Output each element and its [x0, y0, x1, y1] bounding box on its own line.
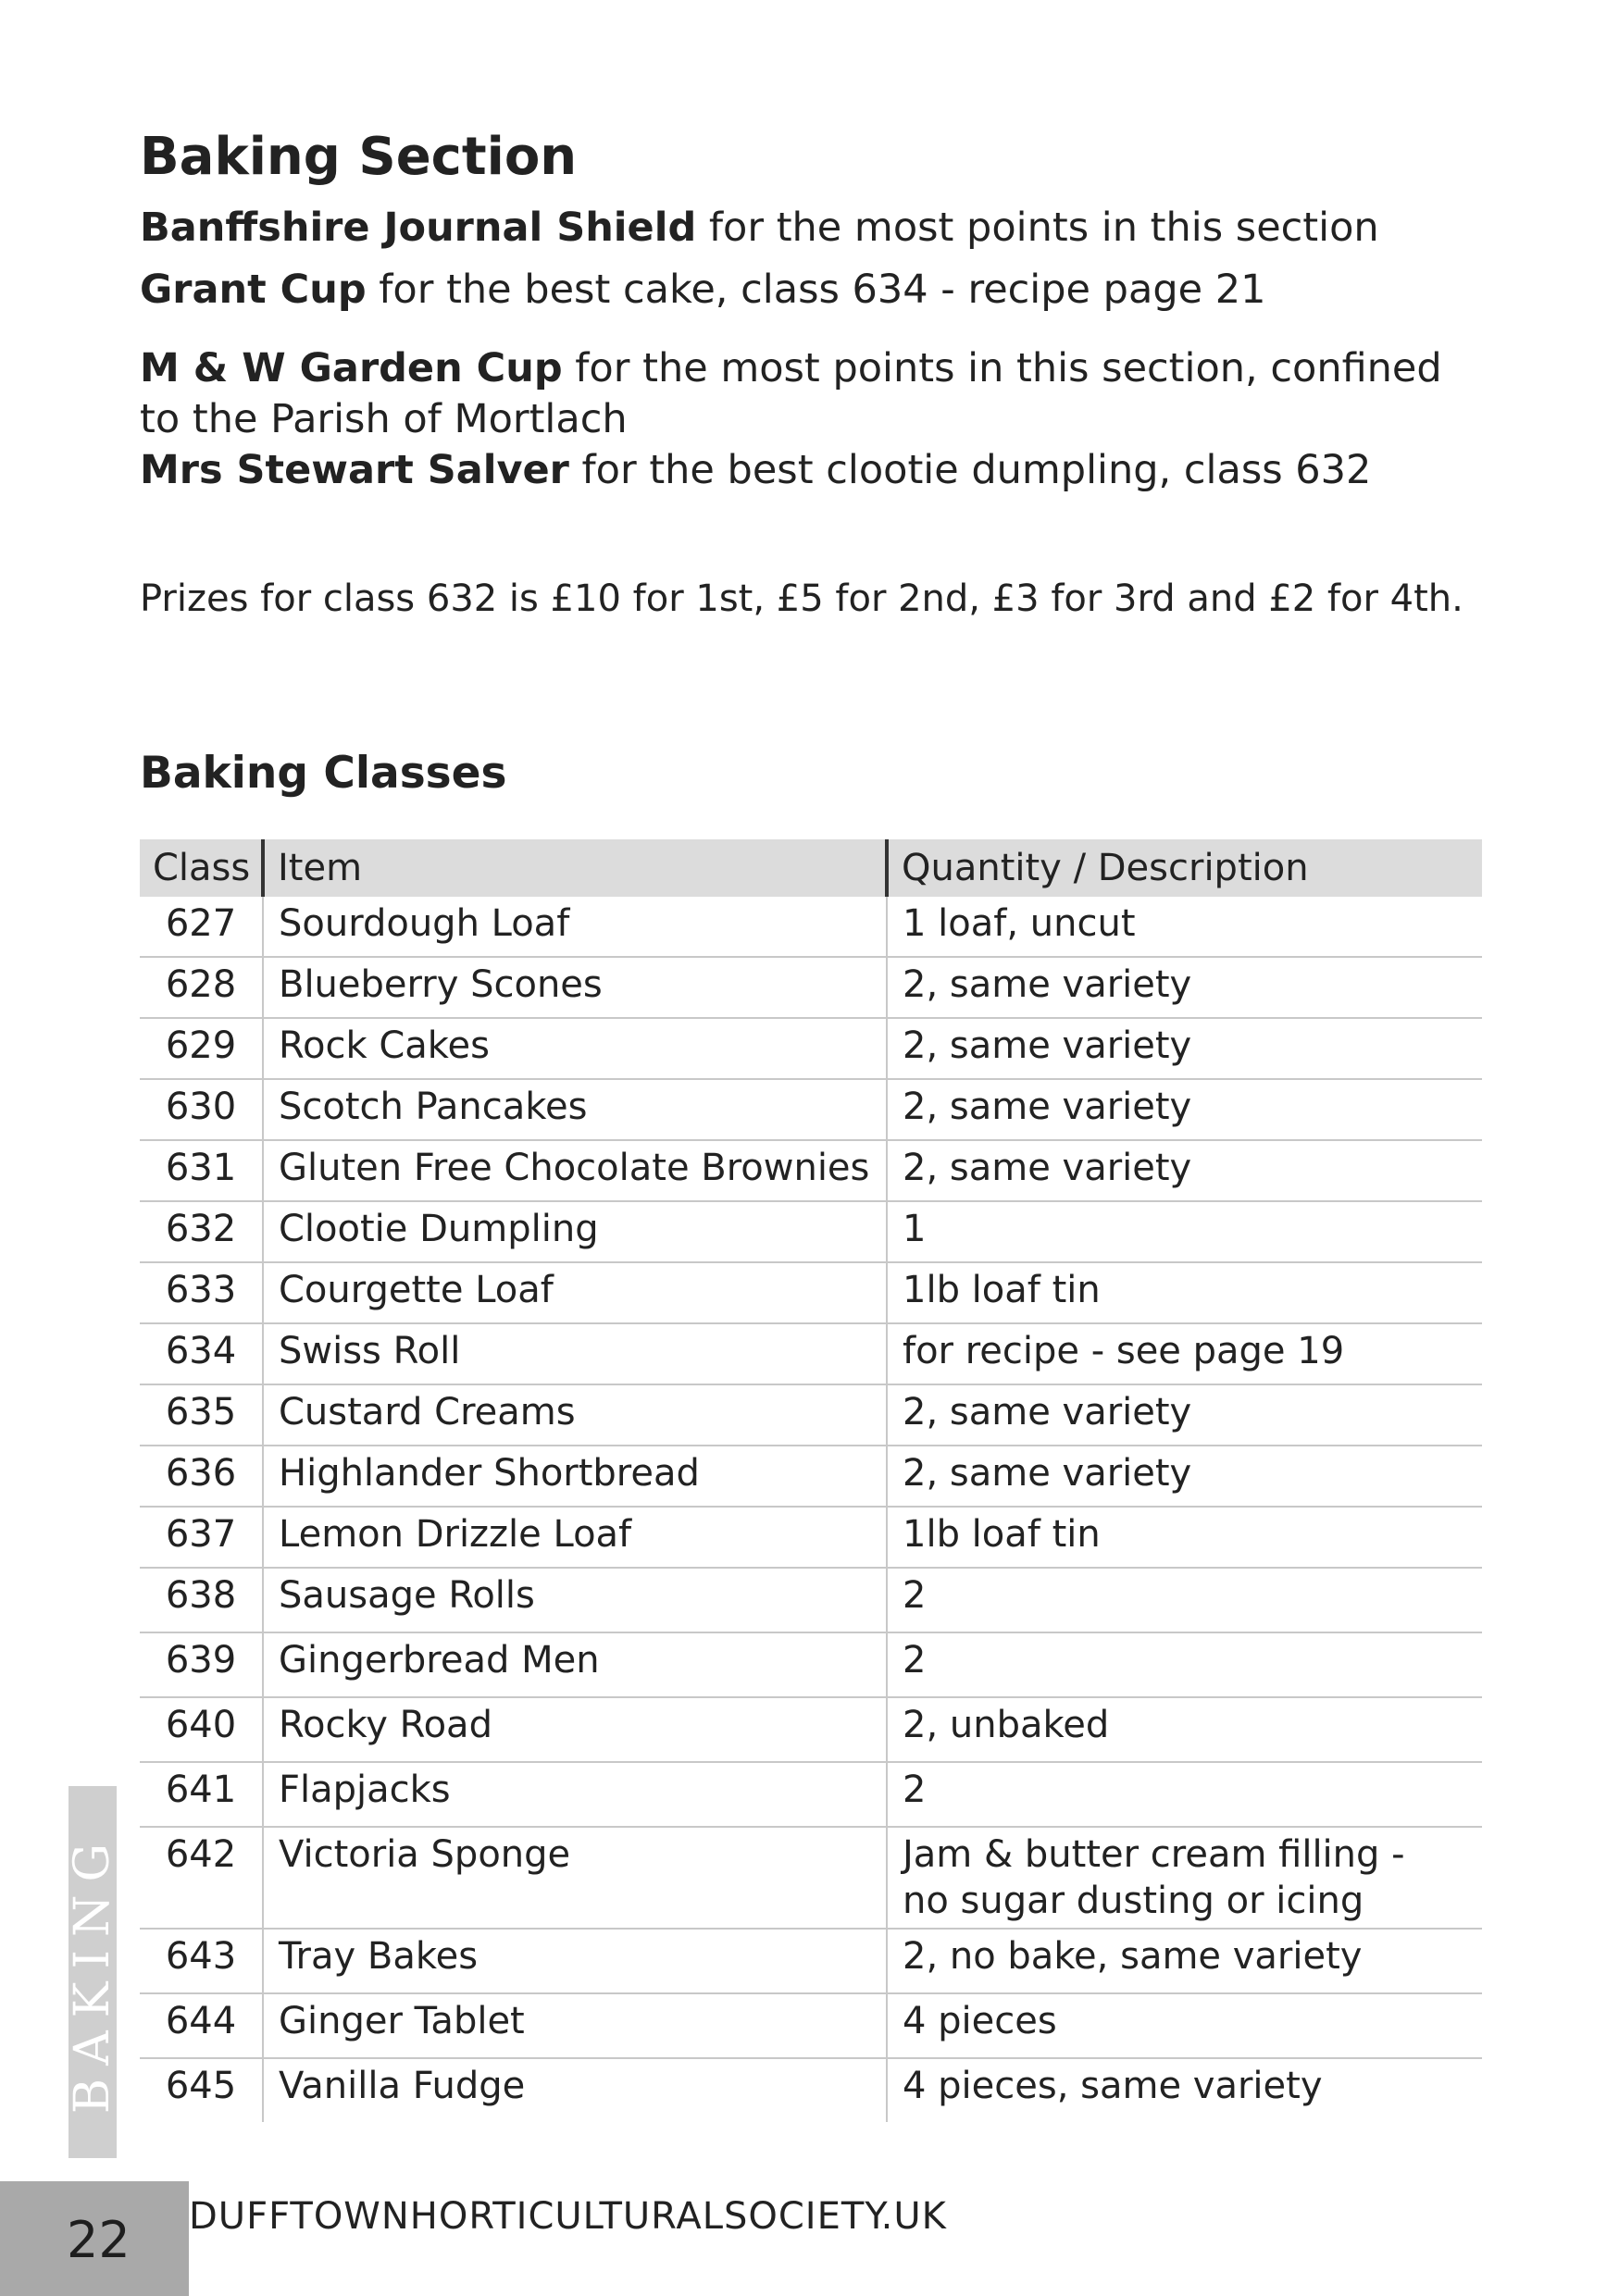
page-number-box — [0, 2181, 189, 2296]
table-row — [140, 1827, 1482, 1929]
class-number: 636 — [140, 1446, 263, 1507]
table-row — [140, 1697, 1482, 1762]
table-row — [140, 1323, 1482, 1384]
table-row — [140, 1201, 1482, 1262]
class-quantity: 2, same variety — [887, 957, 1482, 1018]
column-header-class: Class — [140, 839, 263, 897]
award-name: Mrs Stewart Salver — [140, 447, 569, 494]
page-number: 22 — [67, 2211, 131, 2269]
column-header-item: Item — [263, 839, 887, 897]
award-name: Banffshire Journal Shield — [140, 205, 697, 251]
class-number: 634 — [140, 1323, 263, 1384]
main-content — [140, 125, 1482, 2122]
classes-title: Baking Classes — [140, 748, 507, 800]
award-grant-cup — [140, 265, 1482, 316]
table-row — [140, 1929, 1482, 1993]
table-header-row — [140, 839, 1482, 897]
side-tab-label: BAKING — [65, 1830, 120, 2115]
class-quantity: 2, same variety — [887, 1384, 1482, 1446]
class-item: Sausage Rolls — [263, 1568, 887, 1632]
column-header-quantity: Quantity / Description — [887, 839, 1482, 897]
class-item: Courgette Loaf — [263, 1262, 887, 1323]
table-row — [140, 1140, 1482, 1201]
class-item: Blueberry Scones — [263, 957, 887, 1018]
class-number: 643 — [140, 1929, 263, 1993]
class-number: 639 — [140, 1632, 263, 1697]
class-quantity: 2, same variety — [887, 1018, 1482, 1079]
class-item: Vanilla Fudge — [263, 2058, 887, 2122]
table-row — [140, 1568, 1482, 1632]
award-mw-garden-cup — [140, 343, 1482, 445]
class-item: Swiss Roll — [263, 1323, 887, 1384]
class-item: Clootie Dumpling — [263, 1201, 887, 1262]
class-number: 644 — [140, 1993, 263, 2058]
table-row — [140, 1762, 1482, 1827]
class-quantity: 2, no bake, same variety — [887, 1929, 1482, 1993]
table-row — [140, 1446, 1482, 1507]
table-row — [140, 957, 1482, 1018]
class-quantity: Jam & butter cream filling - no sugar dusting or icing — [887, 1827, 1482, 1929]
class-number: 642 — [140, 1827, 263, 1929]
class-number: 628 — [140, 957, 263, 1018]
baking-classes-table — [140, 839, 1482, 2122]
class-quantity: 1lb loaf tin — [887, 1262, 1482, 1323]
table-row — [140, 1507, 1482, 1568]
class-number: 627 — [140, 897, 263, 957]
class-number: 631 — [140, 1140, 263, 1201]
table-row — [140, 1262, 1482, 1323]
footer-website: DUFFTOWNHORTICULTURALSOCIETY.UK — [189, 2195, 947, 2238]
class-quantity: 1 — [887, 1201, 1482, 1262]
award-description: for the most points in this section — [696, 205, 1379, 251]
class-item: Scotch Pancakes — [263, 1079, 887, 1140]
class-number: 630 — [140, 1079, 263, 1140]
class-item: Ginger Tablet — [263, 1993, 887, 2058]
class-number: 638 — [140, 1568, 263, 1632]
class-quantity: 4 pieces — [887, 1993, 1482, 2058]
table-row — [140, 1018, 1482, 1079]
class-quantity: 2, same variety — [887, 1079, 1482, 1140]
class-item: Custard Creams — [263, 1384, 887, 1446]
class-quantity: 2, unbaked — [887, 1697, 1482, 1762]
class-quantity: 2 — [887, 1632, 1482, 1697]
class-number: 641 — [140, 1762, 263, 1827]
class-item: Gluten Free Chocolate Brownies — [263, 1140, 887, 1201]
class-number: 635 — [140, 1384, 263, 1446]
class-quantity: 1lb loaf tin — [887, 1507, 1482, 1568]
class-quantity: for recipe - see page 19 — [887, 1323, 1482, 1384]
table-row — [140, 2058, 1482, 2122]
class-item: Highlander Shortbread — [263, 1446, 887, 1507]
class-quantity: 2, same variety — [887, 1140, 1482, 1201]
class-number: 632 — [140, 1201, 263, 1262]
page-title: Baking Section — [140, 127, 578, 187]
class-number: 629 — [140, 1018, 263, 1079]
class-item: Rock Cakes — [263, 1018, 887, 1079]
class-quantity: 2 — [887, 1568, 1482, 1632]
class-item: Rocky Road — [263, 1697, 887, 1762]
award-name: M & W Garden Cup — [140, 345, 563, 392]
table-row — [140, 1632, 1482, 1697]
class-number: 633 — [140, 1262, 263, 1323]
table-row — [140, 1384, 1482, 1446]
table-row — [140, 1079, 1482, 1140]
class-item: Lemon Drizzle Loaf — [263, 1507, 887, 1568]
prizes-note: Prizes for class 632 is £10 for 1st, £5 for 2nd, £3 for 3rd and £2 for 4th. — [140, 577, 1463, 621]
class-quantity: 2 — [887, 1762, 1482, 1827]
award-description: for the best cake, class 634 - recipe page 21 — [366, 267, 1266, 314]
award-banffshire-shield — [140, 203, 1482, 254]
class-item: Tray Bakes — [263, 1929, 887, 1993]
class-number: 645 — [140, 2058, 263, 2122]
class-quantity: 1 loaf, uncut — [887, 897, 1482, 957]
class-number: 640 — [140, 1697, 263, 1762]
table-row — [140, 897, 1482, 957]
class-item: Victoria Sponge — [263, 1827, 887, 1929]
award-description: for the most points in this section, confined to the Parish of Mortlach — [140, 345, 1442, 443]
class-item: Gingerbread Men — [263, 1632, 887, 1697]
class-quantity: 4 pieces, same variety — [903, 2064, 1323, 2107]
class-quantity: 2, same variety — [887, 1446, 1482, 1507]
award-name: Grant Cup — [140, 267, 367, 314]
section-side-tab — [65, 1786, 120, 2158]
class-item: Flapjacks — [263, 1762, 887, 1827]
table-row — [140, 1993, 1482, 2058]
award-mrs-stewart-salver — [140, 445, 1482, 496]
class-item: Sourdough Loaf — [263, 897, 887, 957]
award-description: for the best clootie dumpling, class 632 — [568, 447, 1372, 494]
class-number: 637 — [140, 1507, 263, 1568]
